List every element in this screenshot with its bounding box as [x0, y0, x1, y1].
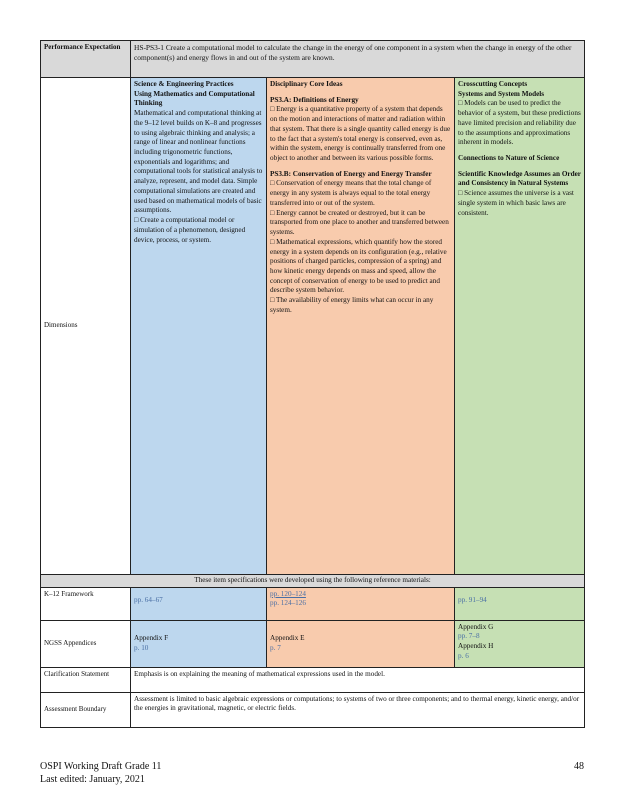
dci-cell [267, 78, 455, 575]
item-spec-table [40, 40, 585, 728]
sep-subheading: Using Mathematics and Computational Thinking [134, 89, 255, 108]
ngss-ccc-cell [455, 620, 585, 667]
ngss-label: NGSS Appendices [41, 620, 131, 667]
dci-sec2-bullet-2: □ Energy cannot be created or destroyed, but it can be transported from one place to another and transferred between systems. [270, 208, 449, 237]
performance-expectation-label: Performance Expectation [41, 41, 131, 78]
ngss-dci-cell [267, 620, 455, 667]
dci-sec1-bullet-1: □ Energy is a quantitative property of a system that depends on the motion and interactions of matter and radiation within that system. That there is a single quantity called energy is due to the fact that a system's total energy is conserved, even as, within the system, energy is continually transferred from one object to another and between its various possible forms. [270, 105, 451, 163]
ccc-sec3-title: Scientific Knowledge Assumes an Order and Consistency in Natural Systems [458, 169, 581, 188]
sep-heading: Science & Engineering Practices [134, 80, 234, 88]
ngss-sep-page[interactable]: p. 10 [134, 643, 149, 652]
dci-sec1-title: PS3.A: Definitions of Energy [270, 95, 359, 104]
framework-ccc-link[interactable]: pp. 91–94 [458, 595, 487, 604]
ccc-sec3-bullet-1: □ Science assumes the universe is a vast single system in which basic laws are consistent. [458, 189, 574, 217]
sources-row [41, 575, 585, 588]
page-footer [40, 760, 584, 786]
framework-sep-cell [131, 587, 267, 620]
dimensions-row [41, 78, 585, 575]
framework-ccc-cell [455, 587, 585, 620]
ccc-sec2-title: Connections to Nature of Science [458, 154, 560, 163]
ngss-ccc-appendix-g: Appendix G [458, 622, 494, 631]
boundary-text: Assessment is limited to basic algebraic expressions or computations; to systems of two or three components; and to thermal energy, kinetic energy, and/or the energies in gravitational, magnetic, or electric fields. [131, 692, 585, 727]
ccc-heading: Crosscutting Concepts [458, 80, 528, 88]
clarification-row [41, 667, 585, 692]
ngss-sep-appendix: Appendix F [134, 634, 169, 642]
framework-sep-link[interactable]: pp. 64–67 [134, 595, 163, 604]
ngss-ccc-page-g[interactable]: pp. 7–8 [458, 632, 480, 641]
ngss-dci-page[interactable]: p. 7 [270, 643, 281, 652]
framework-label: K–12 Framework [41, 587, 131, 620]
dimensions-label: Dimensions [41, 78, 131, 575]
ngss-row [41, 620, 585, 667]
boundary-row [41, 692, 585, 727]
spec-page [40, 40, 584, 728]
ngss-ccc-appendix-h: Appendix H [458, 642, 494, 651]
ccc-sec1-title: Systems and System Models [458, 89, 545, 98]
ngss-dci-appendix: Appendix E [270, 634, 305, 642]
sep-bullet: □ Create a computational model or simulation of a phenomenon, designed device, process, or system. [134, 216, 246, 244]
footer-last-edited: Last edited: January, 2021 [40, 774, 145, 785]
footer-doc-title: OSPI Working Draft Grade 11 [40, 761, 162, 772]
dci-sec2-bullet-3: □ Mathematical expressions, which quantify how the stored energy in a system depends on its configuration (e.g., relative positions of charged particles, compression of a spring) and how kinetic energy depends on mass and speed, allow the concept of conservation of energy to be used to predict and describe system behavior. [270, 237, 447, 295]
dci-sec2-bullet-1: □ Conservation of energy means that the total change of energy in any system is always equal to the total energy transferred into or out of the system. [270, 179, 432, 207]
ccc-cell [455, 78, 585, 575]
dci-heading: Disciplinary Core Ideas [270, 80, 343, 88]
framework-dci-link-2[interactable]: pp. 124–126 [270, 599, 306, 608]
sep-cell [131, 78, 267, 575]
ngss-ccc-page-h[interactable]: p. 6 [458, 651, 469, 660]
clarification-text: Emphasis is on explaining the meaning of mathematical expressions used in the model. [131, 667, 585, 692]
dci-sec2-bullet-4: □ The availability of energy limits what can occur in any system. [270, 296, 434, 314]
page-number: 48 [574, 761, 584, 772]
ccc-sec1-bullet-1: □ Models can be used to predict the behavior of a system, but these predictions have limited precision and reliability due to the assumptions and approximations inherent in models. [458, 99, 581, 147]
dci-sec2-title: PS3.B: Conservation of Energy and Energy Transfer [270, 169, 432, 178]
performance-expectation-row [41, 41, 585, 78]
boundary-label: Assessment Boundary [41, 692, 131, 727]
sources-line: These item specifications were developed using the following reference materials: [41, 575, 585, 588]
framework-row [41, 587, 585, 620]
performance-expectation-text: HS-PS3-1 Create a computational model to calculate the change in the energy of one component in a system when the change in energy of the other component(s) and energy flows in and out of the system are known. [131, 41, 585, 78]
framework-dci-link-1[interactable]: pp. 120–124 [270, 589, 306, 598]
sep-body: Mathematical and computational thinking at the 9–12 level builds on K–8 and progresses to using algebraic thinking and analysis; a range of linear and nonlinear functions including trigonometric functions, exponentials and logarithms; and computational tools for statistical analysis to analyze, represent, and model data. Simple computational simulations are created and used based on mathematical models of basic assumptions. [134, 109, 263, 215]
clarification-label: Clarification Statement [41, 667, 131, 692]
ngss-sep-cell [131, 620, 267, 667]
framework-dci-cell [267, 587, 455, 620]
